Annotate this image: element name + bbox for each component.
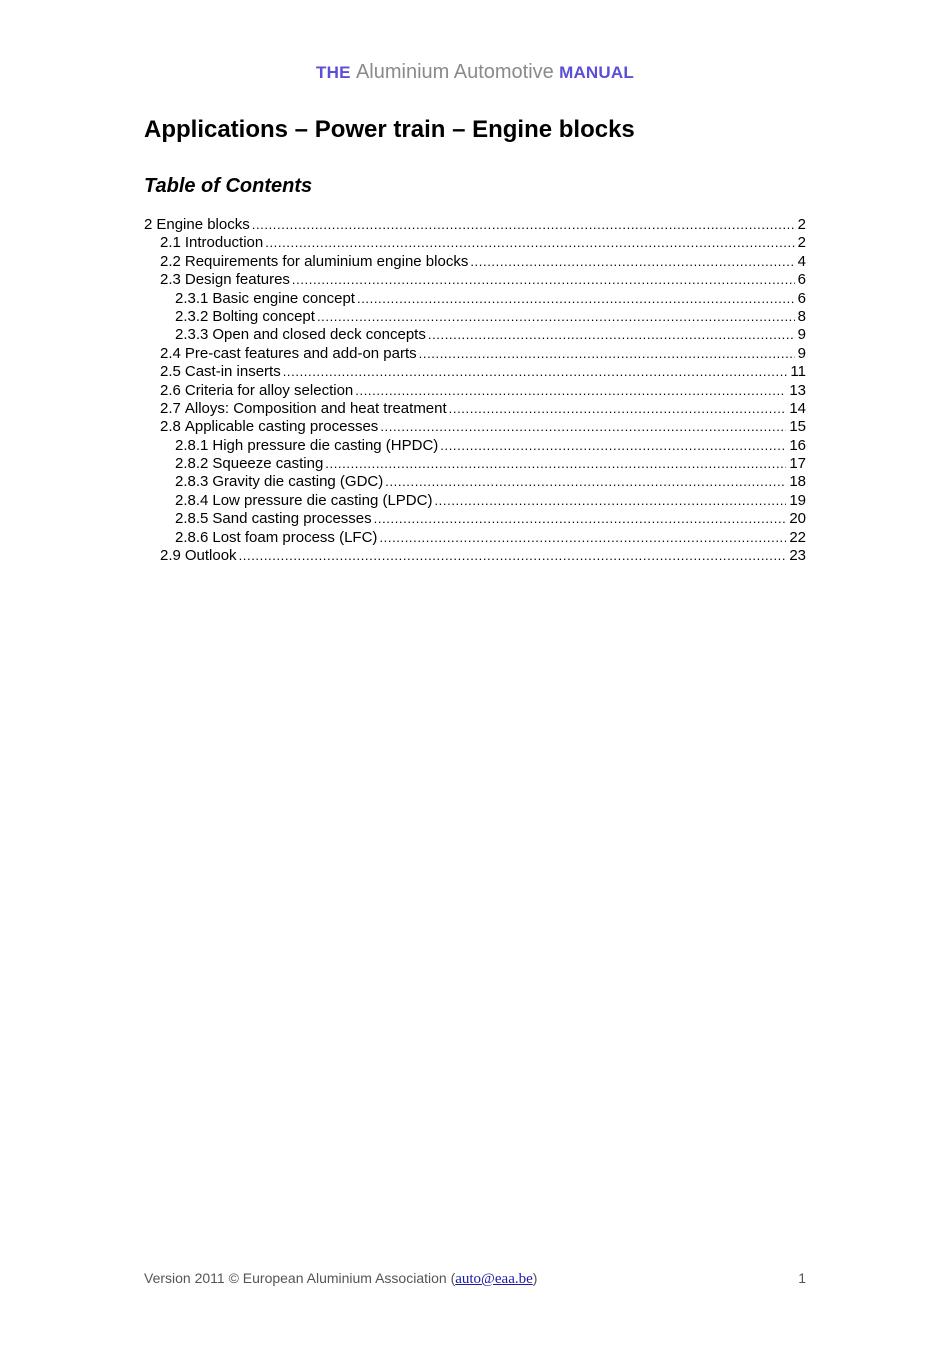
toc-entry-title: Lost foam process (LFC) [212,528,378,546]
toc-dot-leader [428,326,795,344]
toc-entry-title: Sand casting processes [212,510,372,528]
toc-entry-number: 2.3.1 [175,289,209,307]
toc-entry[interactable] [144,326,806,344]
footer-copyright: Version 2011 © European Aluminium Association ( [144,1270,456,1286]
toc-entry[interactable] [144,290,806,308]
toc-dot-leader [325,455,786,473]
toc-entry-page: 13 [789,381,806,399]
toc-entry-number: 2.8.3 [175,473,209,491]
toc-dot-leader [283,363,788,381]
toc-dot-leader [379,529,786,547]
table-of-contents [144,216,806,565]
toc-entry-title: Open and closed deck concepts [212,326,426,344]
toc-dot-leader [357,290,795,308]
toc-entry-number: 2.8.6 [175,528,209,546]
page-number: 1 [798,1270,806,1286]
toc-entry-page: 6 [797,271,806,289]
toc-entry-number: 2.4 [160,344,181,362]
toc-entry-title: High pressure die casting (HPDC) [212,436,439,454]
toc-entry-number: 2.1 [160,234,181,252]
toc-entry-title: Cast-in inserts [184,363,281,381]
toc-entry-page: 6 [797,289,806,307]
toc-dot-leader [449,400,787,418]
toc-dot-leader [239,547,787,565]
toc-entry-title: Low pressure die casting (LPDC) [212,491,433,509]
toc-dot-leader [265,234,794,252]
toc-dot-leader [434,492,786,510]
toc-entry-number: 2.3 [160,271,181,289]
toc-entry-title: Introduction [184,234,264,252]
toc-entry[interactable] [144,345,806,363]
toc-entry-title: Pre-cast features and add-on parts [184,344,417,362]
toc-dot-leader [380,418,786,436]
toc-dot-leader [317,308,795,326]
toc-entry-title: Engine blocks [156,216,250,233]
toc-entry-title: Alloys: Composition and heat treatment [184,399,447,417]
toc-entry[interactable] [144,271,806,289]
toc-entry-number: 2.8.4 [175,491,209,509]
toc-entry-page: 22 [789,528,806,546]
toc-entry-number: 2.3.2 [175,307,209,325]
toc-entry-title: Outlook [184,547,237,565]
toc-entry[interactable] [144,418,806,436]
toc-dot-leader [440,437,786,455]
toc-entry-page: 9 [797,344,806,362]
toc-entry-page: 23 [789,547,806,565]
toc-entry-page: 15 [789,418,806,436]
toc-heading: Table of Contents [144,175,313,197]
toc-entry[interactable] [144,492,806,510]
toc-entry-title: Criteria for alloy selection [184,381,354,399]
toc-entry-number: 2.2 [160,252,181,270]
toc-dot-leader [385,473,786,491]
toc-entry-number: 2.8.2 [175,455,209,473]
toc-dot-leader [470,253,794,271]
toc-entry-title: Squeeze casting [212,455,324,473]
toc-entry[interactable] [144,253,806,271]
toc-entry[interactable] [144,308,806,326]
toc-entry-title: Applicable casting processes [184,418,379,436]
toc-entry[interactable] [144,547,806,565]
toc-entry[interactable] [144,234,806,252]
toc-entry[interactable] [144,216,806,234]
toc-entry-page: 20 [789,510,806,528]
toc-dot-leader [374,510,787,528]
toc-entry-number: 2.8.5 [175,510,209,528]
toc-dot-leader [419,345,795,363]
page-title: Applications – Power train – Engine blocks [144,116,635,143]
toc-entry-title: Requirements for aluminium engine blocks [184,252,469,270]
toc-entry[interactable] [144,400,806,418]
header-main: Aluminium Automotive [355,61,554,83]
toc-entry-number: 2.9 [160,547,181,565]
page-footer [144,1269,806,1288]
toc-entry-title: Gravity die casting (GDC) [212,473,384,491]
toc-entry-number: 2.7 [160,399,181,417]
toc-entry-title: Design features [184,271,290,289]
toc-entry-page: 2 [797,234,806,252]
toc-dot-leader [355,382,786,400]
toc-entry-number: 2.8.1 [175,436,209,454]
toc-entry-page: 19 [789,491,806,509]
toc-entry-page: 9 [797,326,806,344]
toc-entry-title: Bolting concept [212,307,315,325]
toc-entry[interactable] [144,473,806,491]
header-prefix: THE [316,63,351,82]
toc-entry[interactable] [144,510,806,528]
toc-entry-page: 17 [789,455,806,473]
toc-entry-page: 14 [789,399,806,417]
toc-dot-leader [252,216,795,234]
toc-entry-number: 2.8 [160,418,181,436]
toc-entry-title: Basic engine concept [212,289,355,307]
toc-entry-page: 16 [789,436,806,454]
running-header [0,60,950,85]
footer-email-link[interactable]: auto@eaa.be [455,1271,533,1287]
toc-entry-page: 18 [789,473,806,491]
toc-entry[interactable] [144,363,806,381]
toc-entry-page: 2 [797,216,806,233]
toc-dot-leader [292,271,795,289]
footer-closing-paren: ) [532,1270,538,1286]
toc-entry[interactable] [144,455,806,473]
toc-entry-page: 4 [797,252,806,270]
toc-entry-page: 11 [790,363,806,381]
header-suffix: MANUAL [559,63,634,82]
toc-entry[interactable] [144,437,806,455]
toc-entry-number: 2.3.3 [175,326,209,344]
toc-entry[interactable] [144,529,806,547]
toc-entry-number: 2.6 [160,381,181,399]
toc-entry-number: 2.5 [160,363,181,381]
toc-entry[interactable] [144,382,806,400]
toc-entry-page: 8 [797,307,806,325]
toc-entry-number: 2 [144,216,153,233]
